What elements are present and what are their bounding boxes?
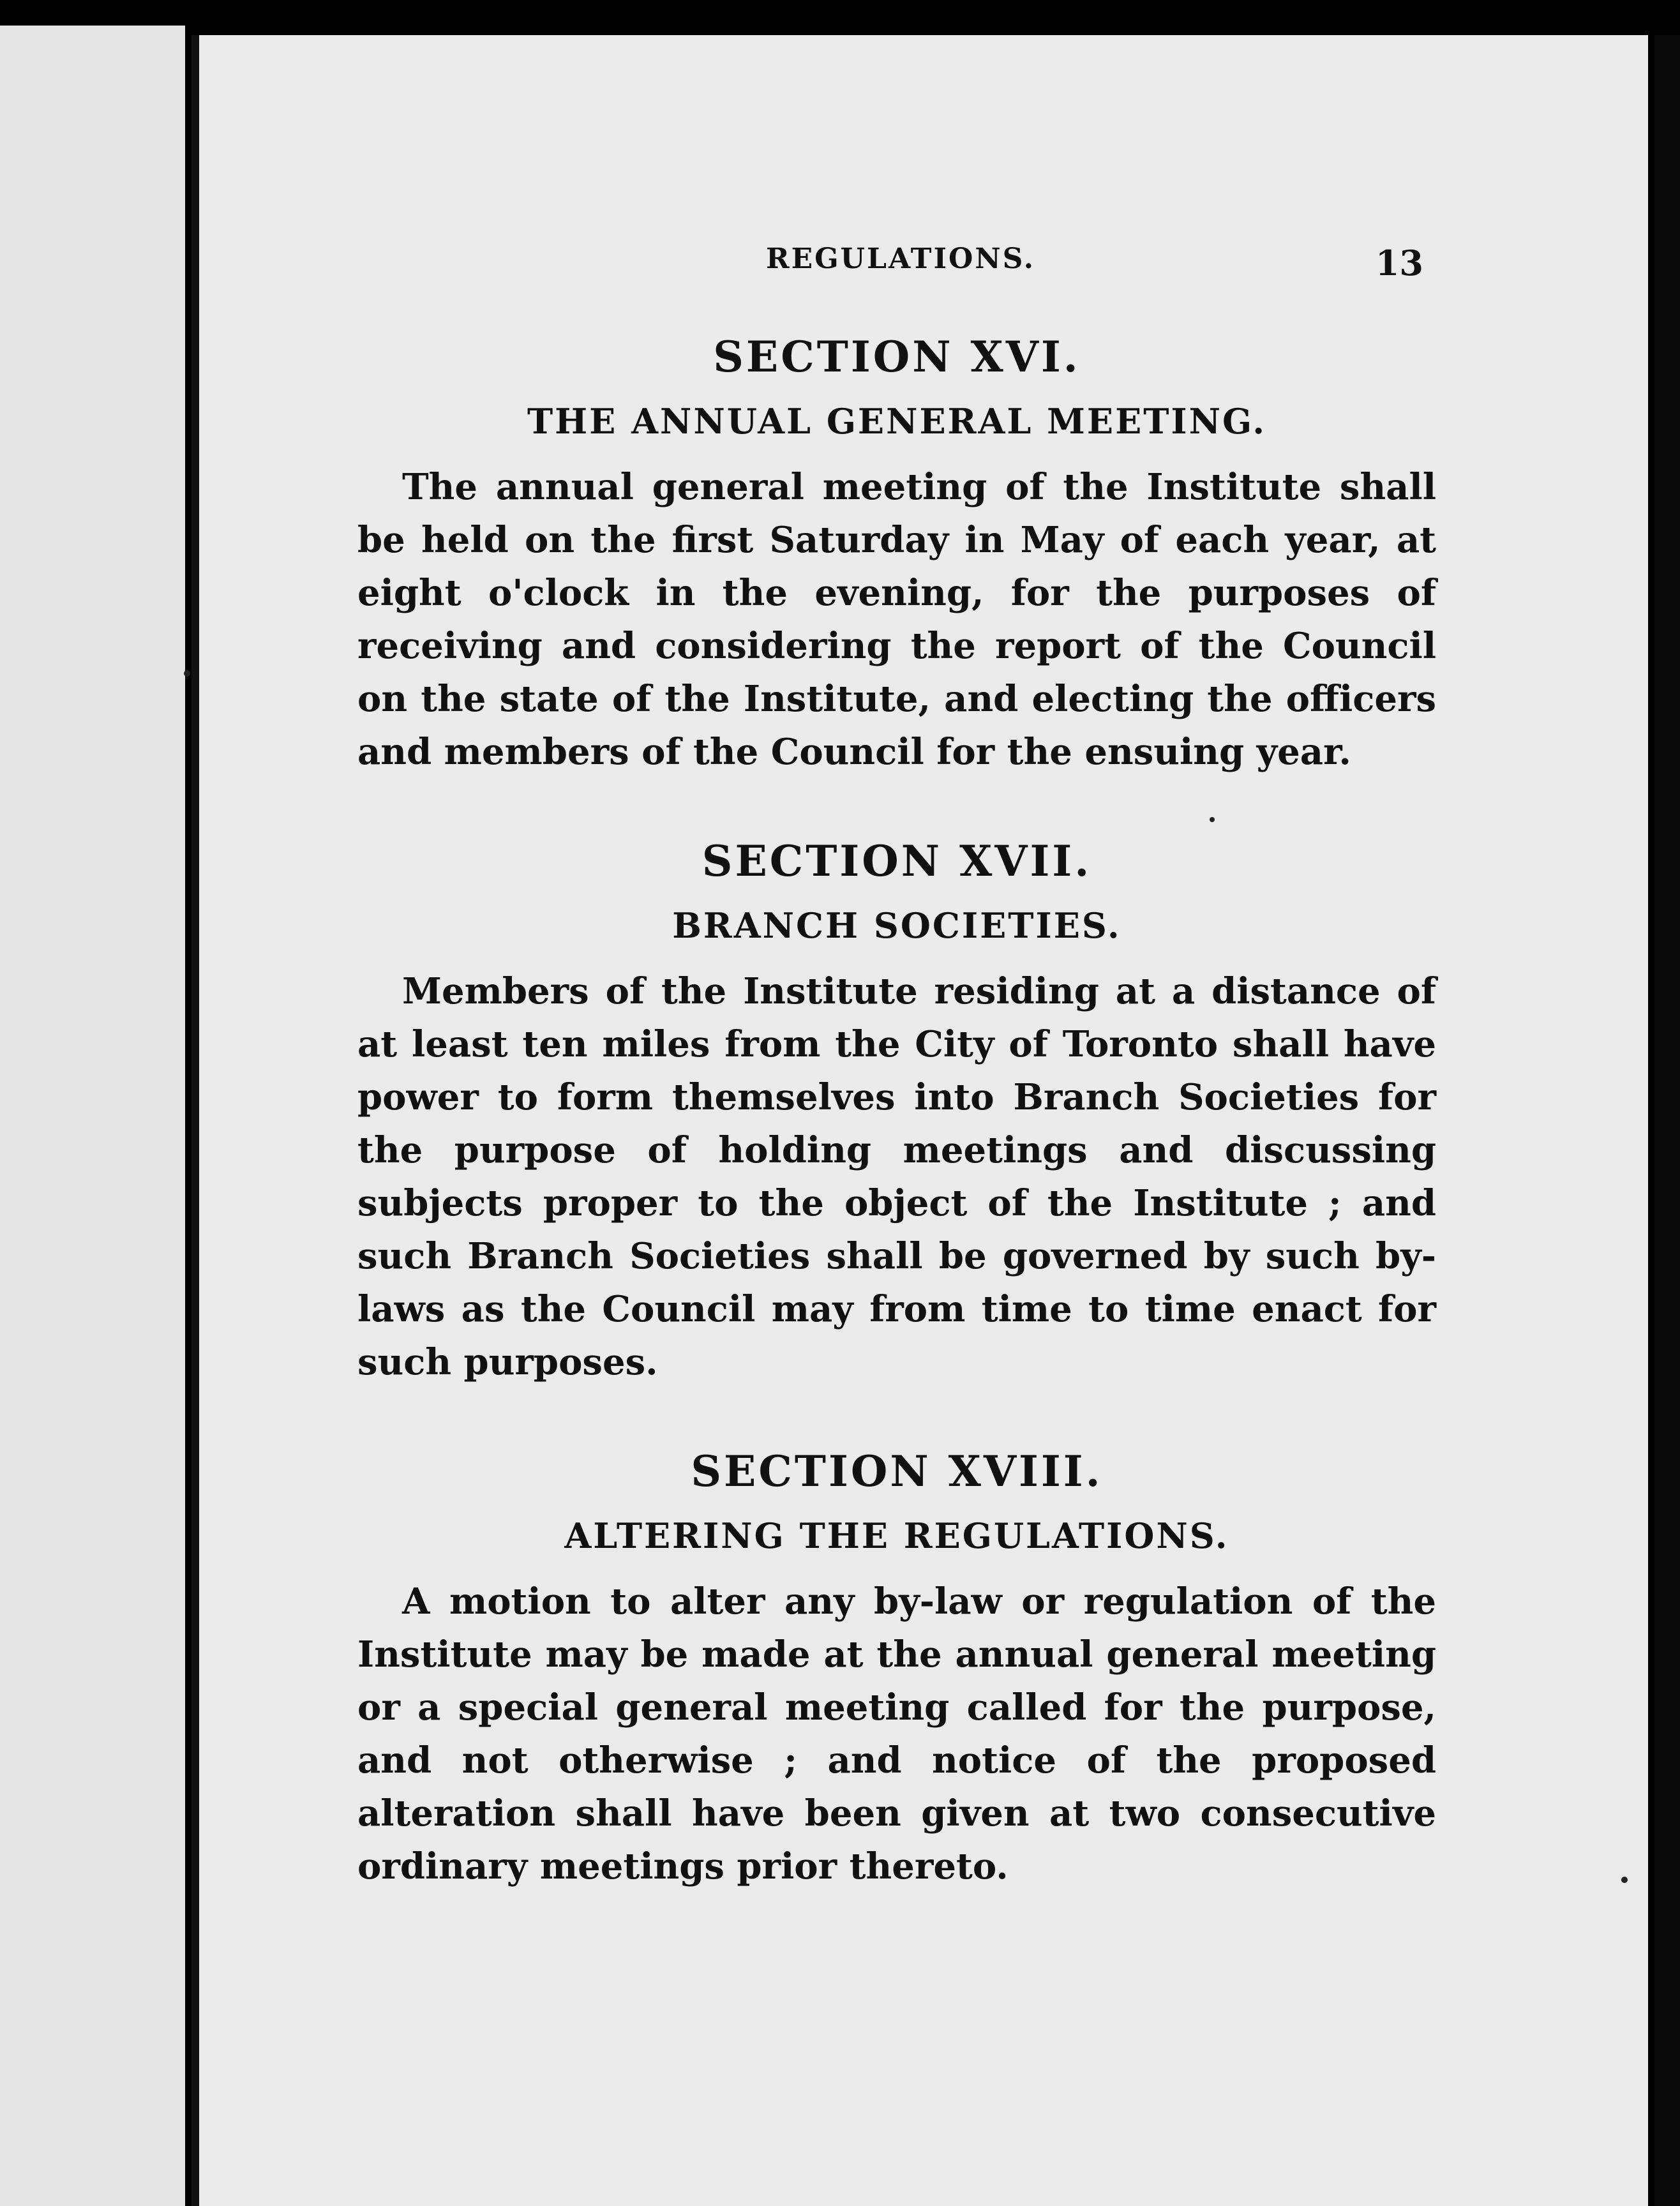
- running-title: REGULATIONS.: [766, 243, 1036, 275]
- section-subtitle: BRANCH SOCIETIES.: [672, 905, 1121, 946]
- ink-speck: [1621, 1877, 1628, 1883]
- page-content: [357, 243, 1436, 1951]
- section-17: [357, 836, 1436, 1389]
- ink-speck: [184, 670, 190, 677]
- section-title: SECTION XVIII.: [691, 1446, 1103, 1496]
- section-body: The annual general meeting of the Institute shall be held on the first Saturday in May of each year, at eight o'clock in the evening, for the purposes of receiving and considering the report of the Council on the state of the Institute, and electing the officers and members of the Council for the ensuing year.: [357, 466, 1436, 773]
- section-subtitle: THE ANNUAL GENERAL MEETING.: [527, 401, 1267, 442]
- section-title: SECTION XVI.: [713, 332, 1081, 382]
- facing-page-margin: [0, 26, 185, 2206]
- section-title: SECTION XVII.: [701, 836, 1092, 886]
- section-18: [357, 1446, 1436, 1893]
- section-body: A motion to alter any by-law or regulation of the Institute may be made at the annual general meeting or a special general meeting called for the purpose, and not otherwise ; and notice of the proposed alteration shall have been given at two consecutive ordinary meetings prior thereto.: [357, 1580, 1436, 1887]
- scan-edge: [1654, 35, 1680, 2206]
- section-16: [357, 332, 1436, 779]
- page-number: 13: [1375, 243, 1423, 283]
- section-body: Members of the Institute residing at a distance of at least ten miles from the City of Toronto shall have power to form themselves into Branch Societies for the purpose of holding meetings and discussing subjects proper to the object of the Institute ; and such Branch Societies shall be governed by such by-laws as the Council may from time to time enact for such purposes.: [357, 970, 1436, 1383]
- running-head: [357, 243, 1436, 294]
- section-subtitle: ALTERING THE REGULATIONS.: [564, 1515, 1229, 1556]
